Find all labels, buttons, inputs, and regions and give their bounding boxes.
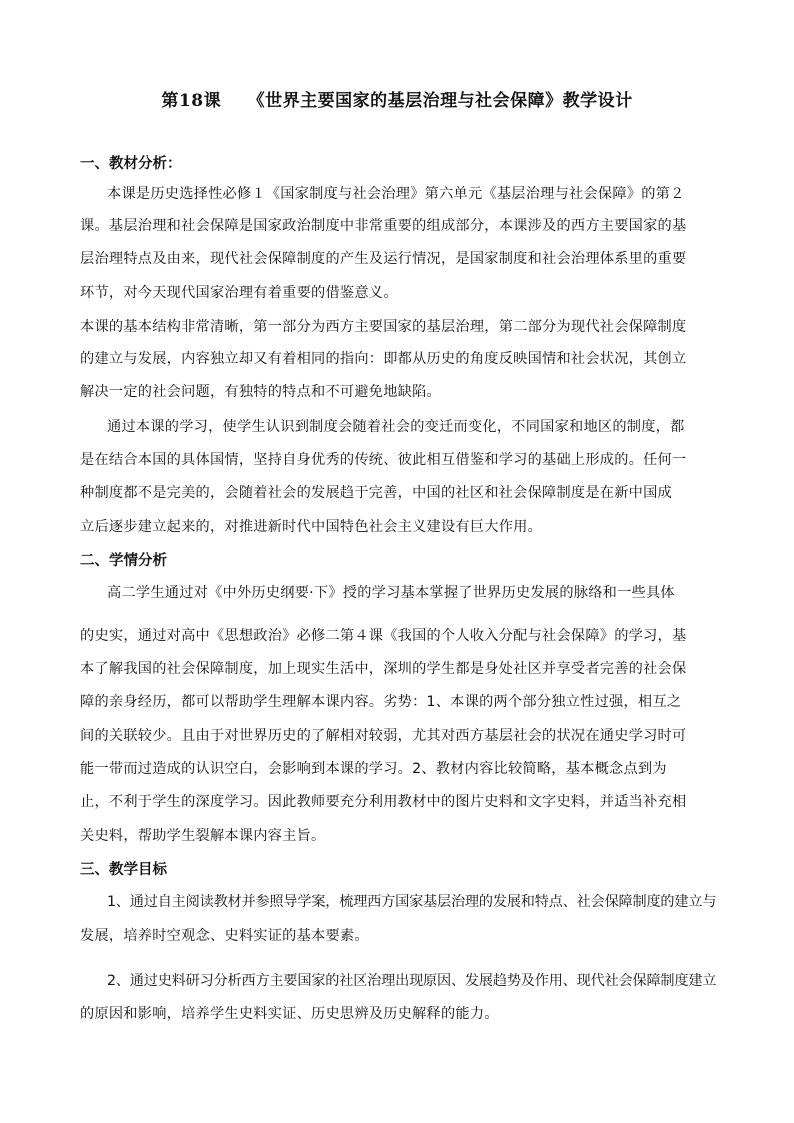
paragraph-line: 环节，对今天现代国家治理有着重要的借鉴意义。: [80, 285, 398, 301]
document-title: 第18课 《世界主要国家的基层治理与社会保障》教学设计: [161, 91, 633, 111]
paragraph-line: 障的亲身经历，都可以帮助学生理解本课内容。劣势：1、本课的两个部分独立性过强，相互之: [80, 694, 682, 710]
paragraph-line: 通过本课的学习，使学生认识到制度会随着社会的变迁而变化，不同国家和地区的制度，都: [107, 419, 685, 435]
paragraph-line: 本了解我国的社会保障制度，加上现实生活中，深圳的学生都是身处社区并享受者完善的社会保: [80, 661, 687, 677]
paragraph-line: 止，不利于学生的深度学习。因此教师要充分利用教材中的图片史料和文字史料，并适当补充相: [80, 794, 687, 810]
paragraph-line: 的原因和影响，培养学生史料实证、历史思辨及历史解释的能力。: [80, 1006, 499, 1022]
paragraph-line: 本课是历史选择性必修１《国家制度与社会治理》第六单元《基层治理与社会保障》的第２: [107, 186, 685, 202]
paragraph-line: 种制度都不是完美的，会随着社会的发展趋于完善，中国的社区和社会保障制度是在新中国成: [80, 485, 672, 501]
paragraph-line: 的史实，通过对高中《思想政治》必修二第４课《我国的个人收入分配与社会保障》的学习，基: [80, 628, 687, 644]
paragraph-line: 关史料，帮助学生裂解本课内容主旨。: [80, 828, 326, 844]
paragraph-line: 的建立与发展，内容独立却又有着相同的指向：即都从历史的角度反映国情和社会状况，其创立: [80, 351, 687, 367]
paragraph-line: 1、通过自主阅读教材并参照导学案，梳理西方国家基层治理的发展和特点、社会保障制度的建立与: [107, 894, 717, 910]
paragraph-line: 间的关联较少。且由于对世界历史的了解相对较弱，尤其对西方基层社会的状况在通史学习时可: [80, 728, 687, 744]
paragraph-line: 是在结合本国的具体国情，坚持自身优秀的传统、彼此相互借鉴和学习的基础上形成的。任何一: [80, 452, 687, 468]
paragraph-line: 层治理特点及由来，现代社会保障制度的产生及运行情况，是国家制度和社会治理体系里的重要: [80, 251, 687, 267]
paragraph-line: 发展，培养时空观念、史料实证的基本要素。: [80, 928, 369, 944]
section-heading-teaching-objectives: 三、教学目标: [80, 862, 167, 878]
paragraph-line: 解决一定的社会问题，有独特的特点和不可避免地缺陷。: [80, 384, 441, 400]
section-heading-textbook-analysis: 一、教材分析：: [80, 156, 182, 172]
section-heading-student-analysis: 二、学情分析: [80, 553, 167, 569]
paragraph-line: 2、通过史料研习分析西方主要国家的社区治理出现原因、发展趋势及作用、现代社会保障制度建立: [107, 973, 717, 989]
paragraph-line: 高二学生通过对《中外历史纲要·下》授的学习基本掌握了世界历史发展的脉络和一些具体: [107, 585, 675, 601]
paragraph-line: 立后逐步建立起来的，对推进新时代中国特色社会主义建设有巨大作用。: [80, 519, 543, 535]
paragraph-line: 本课的基本结构非常清晰，第一部分为西方主要国家的基层治理，第二部分为现代社会保障制度: [80, 319, 687, 335]
paragraph-line: 课。基层治理和社会保障是国家政治制度中非常重要的组成部分，本课涉及的西方主要国家的基: [80, 218, 687, 234]
paragraph-line: 能一带而过造成的认识空白，会影响到本课的学习。2、教材内容比较简略，基本概念点到为: [80, 761, 667, 777]
